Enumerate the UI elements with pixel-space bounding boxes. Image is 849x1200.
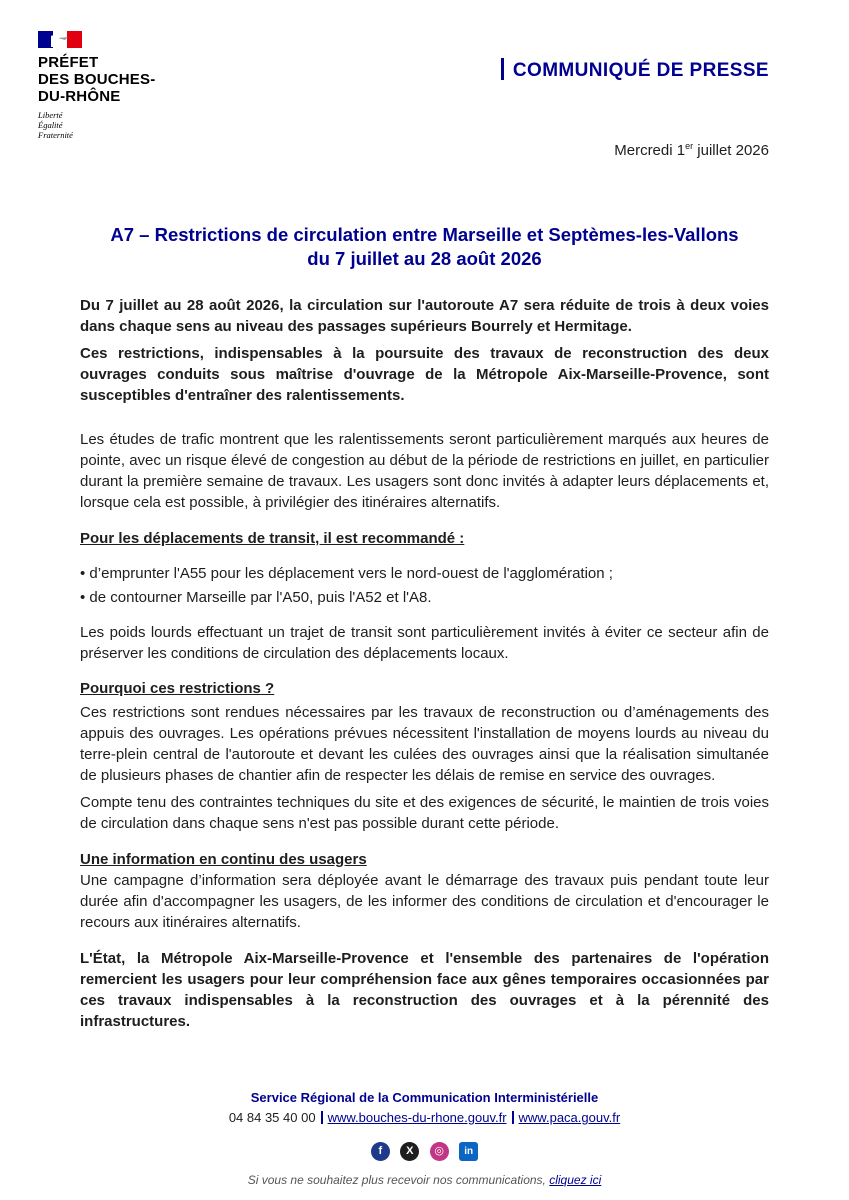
recommendations-list xyxy=(80,563,769,608)
prefecture-line-1: PRÉFET xyxy=(38,54,99,71)
press-release-title xyxy=(80,223,769,271)
title-bar-accent xyxy=(501,58,504,80)
title-line-2: du 7 juillet au 28 août 2026 xyxy=(307,248,542,269)
lead-paragraph-1: Du 7 juillet au 28 août 2026, la circulation sur l'autoroute A7 sera réduite de trois à deux voies dans chaque sens au niveau des passages supérieurs Bourrely et Hermitage. xyxy=(80,297,769,335)
service-name: Service Régional de la Communication Interministérielle xyxy=(250,1090,599,1105)
information-paragraph: Une campagne d’information sera déployée avant le démarrage des travaux puis pendant toute leur durée afin d'accompagner les usagers, de les informer des conditions de circulation et d'encourager le recours aux itinéraires alternatifs. xyxy=(80,872,769,931)
phone-number: 04 84 35 40 00 xyxy=(228,1110,316,1125)
transit-heading: Pour les déplacements de transit, il est recommandé : xyxy=(80,530,465,547)
document-type-label: COMMUNIQUÉ DE PRESSE xyxy=(512,60,769,81)
unsubscribe-link[interactable]: cliquez ici xyxy=(549,1173,602,1187)
x-icon[interactable]: X xyxy=(400,1142,419,1161)
instagram-icon[interactable]: ◎ xyxy=(430,1142,449,1161)
prefecture-name xyxy=(38,54,155,105)
contact-line xyxy=(0,1108,849,1128)
linkedin-icon[interactable]: in xyxy=(459,1142,478,1161)
constraints-paragraph: Compte tenu des contraintes techniques du site et des exigences de sécurité, le maintien de trois voies de circulation dans chaque sens n'est pas possible durant cette période. xyxy=(80,794,769,832)
motto-egalite: Égalité xyxy=(38,120,63,130)
list-item: • d’emprunter l'A55 pour les déplacement vers le nord-ouest de l'agglomération ; xyxy=(80,563,769,584)
lead-paragraph-2: Ces restrictions, indispensables à la poursuite des travaux de reconstruction des deux ouvrages conduits sous maîtrise d'ouvrage de la Métropole Aix-Marseille-Provence, sont susceptibles d'entraîner des ralentissements. xyxy=(80,345,769,404)
why-paragraph: Ces restrictions sont rendues nécessaires par les travaux de reconstruction ou d’aménagements des appuis des ouvrages. Les opérations prévues nécessitent l'installation de moyens lourds au niveau du terre-plein central de l'autoroute et devant les culées des ouvrages ainsi que la réalisation simultanée de plusieurs phases de chantier afin de respecter les délais de remise en service des ouvrages. xyxy=(80,704,769,784)
social-links xyxy=(0,1142,849,1161)
unsubscribe-line: Si vous ne souhaitez plus recevoir nos communications, cliquez ici xyxy=(247,1173,602,1187)
traffic-studies-paragraph: Les études de trafic montrent que les ralentissements seront particulièrement marqués aux heures de pointe, avec un risque élevé de congestion au début de la période de restrictions en juillet, en particulier durant la première semaine de travaux. Les usagers sont donc invités à adapter leurs déplacements et, lorsque cela est possible, à privilégier des itinéraires alternatifs. xyxy=(80,431,769,511)
why-heading: Pourquoi ces restrictions ? xyxy=(80,680,275,697)
footer xyxy=(0,1088,849,1128)
paca-website-link[interactable]: www.paca.gouv.fr xyxy=(518,1110,621,1125)
prefecture-line-2: DES BOUCHES- xyxy=(38,71,156,88)
facebook-icon[interactable]: f xyxy=(371,1142,390,1161)
publication-date: Mercredi 1er juillet 2026 xyxy=(614,141,769,159)
list-item: • de contourner Marseille par l'A50, puis l'A52 et l'A8. xyxy=(80,587,769,608)
marianne-logo-icon xyxy=(38,31,82,48)
press-release-body xyxy=(80,295,769,1032)
title-line-1: A7 – Restrictions de circulation entre Marseille et Septèmes-les-Vallons xyxy=(110,224,739,245)
information-heading: Une information en continu des usagers xyxy=(80,851,367,868)
separator xyxy=(512,1111,514,1124)
heavy-vehicles-paragraph: Les poids lourds effectuant un trajet de transit sont particulièrement invités à éviter ce secteur afin de préserver les conditions de circulation des déplacements locaux. xyxy=(80,624,769,662)
republic-motto xyxy=(38,110,73,140)
document-type xyxy=(501,58,769,82)
prefecture-line-3: DU-RHÔNE xyxy=(38,88,121,105)
closing-paragraph: L'État, la Métropole Aix-Marseille-Provence et l'ensemble des partenaires de l'opération remercient les usagers pour leur compréhension face aux gênes temporaires occasionnées par ces travaux indispensables à la reconstruction des ouvrages et à la pérennité des infrastructures. xyxy=(80,950,769,1030)
prefecture-website-link[interactable]: www.bouches-du-rhone.gouv.fr xyxy=(327,1110,507,1125)
motto-fraternite: Fraternité xyxy=(38,130,73,140)
motto-liberte: Liberté xyxy=(38,110,63,120)
separator xyxy=(321,1111,323,1124)
